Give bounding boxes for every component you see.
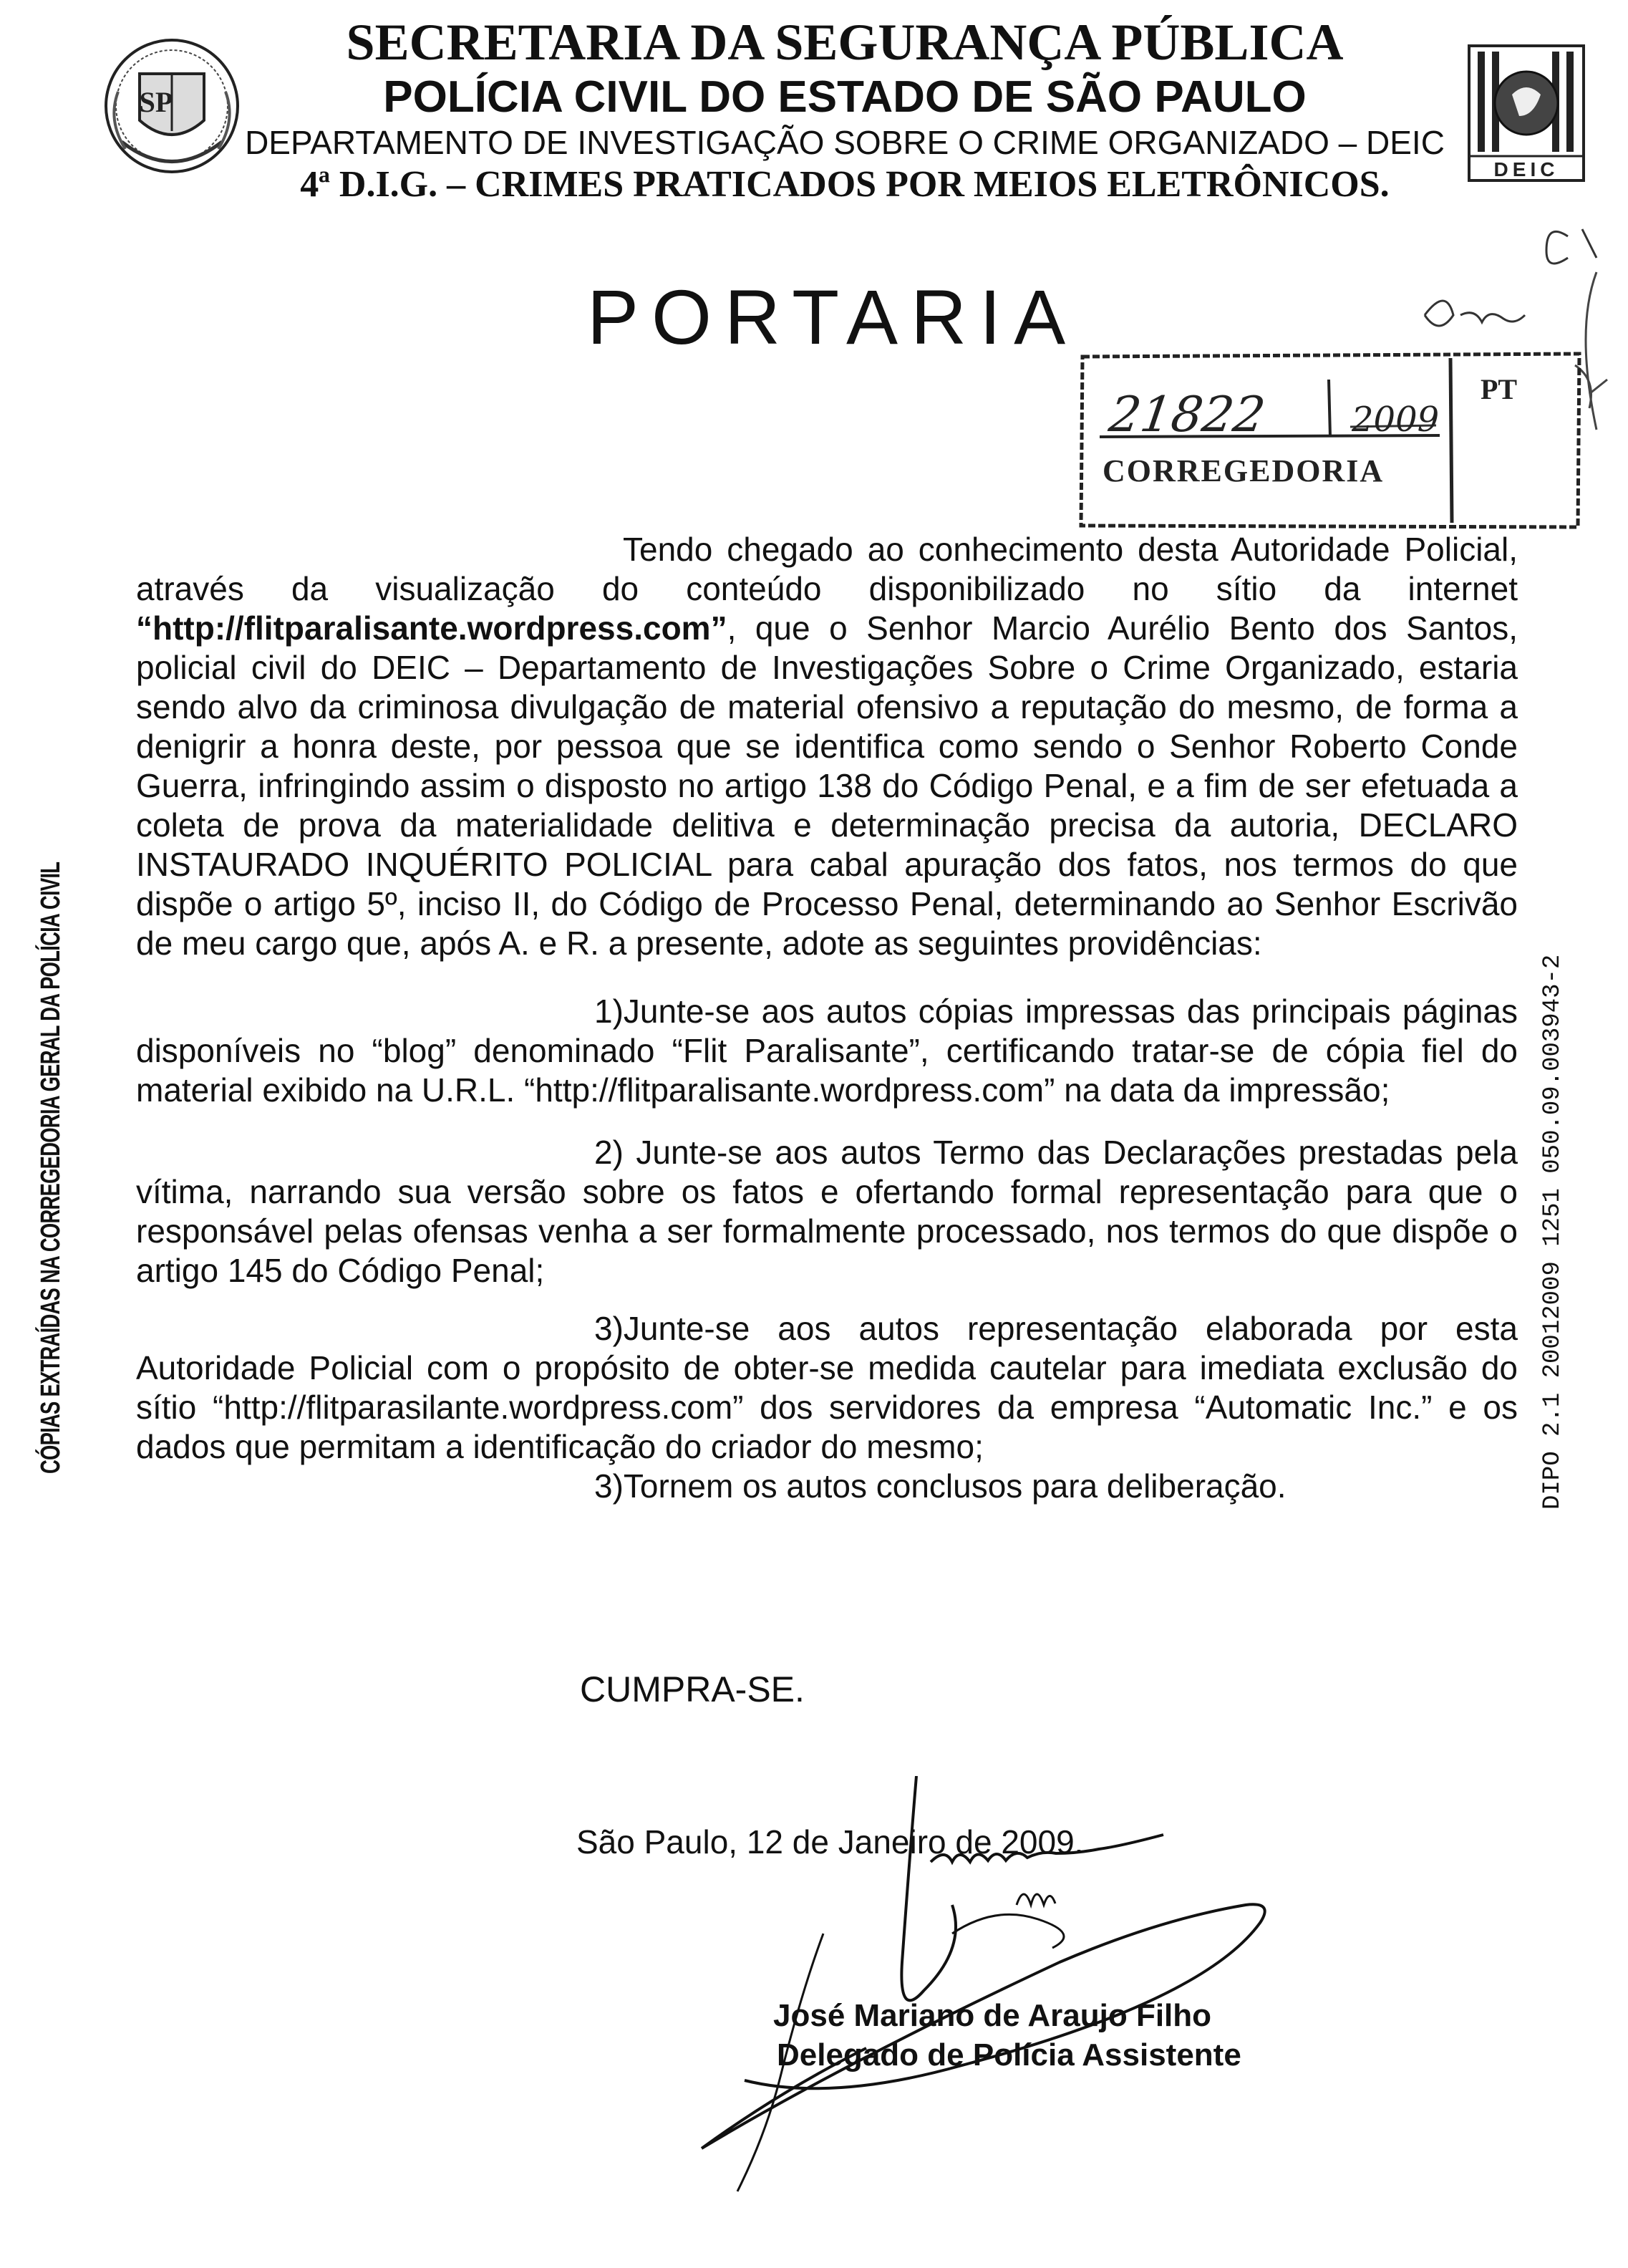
intro-paragraph	[136, 530, 1518, 963]
sao-paulo-seal-icon	[100, 34, 243, 178]
stamp-corner-code: PT	[1481, 373, 1518, 405]
intro-url: “http://flitparalisante.wordpress.com”	[136, 609, 727, 647]
header-secretaria: SECRETARIA DA SEGURANÇA PÚBLICA	[346, 14, 1344, 71]
right-margin-process-number: DIPO 2.1 20012009 1251 050.09.003943-2	[1539, 954, 1566, 1510]
document-title: PORTARIA	[587, 274, 1079, 360]
provision-item-4: 3)Tornem os autos conclusos para deliberação.	[594, 1467, 1287, 1505]
signatory-name: José Mariano de Araujo Filho	[773, 1998, 1212, 2033]
header-dig: 4ª D.I.G. – CRIMES PRATICADOS POR MEIOS ELETRÔNICOS.	[300, 164, 1390, 205]
left-margin-copy-note: CÓPIAS EXTRAÍDAS NA CORREGEDORIA GERAL DA POLÍCIA CIVIL	[36, 862, 66, 1474]
closing-date: São Paulo, 12 de Janeiro de 2009.	[576, 1823, 1084, 1861]
stamp-label: CORREGEDORIA	[1103, 453, 1385, 488]
seal-letter-s: SP	[139, 86, 173, 118]
deic-badge-icon	[1468, 44, 1585, 182]
provision-item-1: 1)Junte-se aos autos cópias impressas das principais páginas disponíveis no “blog” denominado “Flit Paralisante”, certificando tratar-se de cópia fiel do material exibido na U.R.L. “http://flitparalisante.wordpress.com” na data da impressão;	[136, 993, 1518, 1109]
stamp-protocol-year: 2009	[1352, 400, 1440, 440]
closing-cumpra-se: CUMPRA-SE.	[580, 1669, 805, 1709]
deic-logo-text: DEIC	[1493, 158, 1559, 180]
stamp-protocol-number: 21822	[1105, 387, 1269, 443]
header-policia-civil: POLÍCIA CIVIL DO ESTADO DE SÃO PAULO	[383, 72, 1307, 122]
intro-text-b: , que o Senhor Marcio Aurélio Bento dos Santos, policial civil do DEIC – Departamento de Investigações Sobre o Crime Organizado, estaria sendo alvo da criminosa divulgação de material ofensivo a reputação do mesmo, de forma a denigrir a honra deste, por pessoa que se identifica como sendo o Senhor Roberto Conde Guerra, infringindo assim o disposto no artigo 138 do Código Penal, e a fim de ser efetuada a coleta de prova da materialidade delitiva e determinação precisa da autoria, DECLARO INSTAURADO INQUÉRITO POLICIAL para cabal apuração dos fatos, nos termos do que dispõe o artigo 5º, inciso II, do Código de Processo Penal, determinando ao Senhor Escrivão de meu cargo que, após A. e R. a presente, adote as seguintes providências:	[136, 609, 1518, 962]
header-departamento: DEPARTAMENTO DE INVESTIGAÇÃO SOBRE O CRIME ORGANIZADO – DEIC	[245, 124, 1445, 161]
document-body	[136, 530, 1518, 1506]
signatory-role: Delegado de Polícia Assistente	[777, 2037, 1241, 2072]
provision-item-2: 2) Junte-se aos autos Termo das Declarações prestadas pela vítima, narrando sua versão sobre os fatos e ofertando formal representação para que o responsável pelas ofensas venha a ser formalmente processado, nos termos do que dispõe o artigo 145 do Código Penal;	[136, 1134, 1518, 1289]
provision-item-3: 3)Junte-se aos autos representação elaborada por esta Autoridade Policial com o propósito de obter-se medida cautelar para imediata exclusão do sítio “http://flitparasilante.wordpress.com” dos servidores da empresa “Automatic Inc.” e os dados que permitam a identificação do criador do mesmo;	[136, 1310, 1518, 1465]
intro-text-a: Tendo chegado ao conhecimento desta Autoridade Policial, através da visualização do conteúdo disponibilizado no sítio da internet	[136, 531, 1518, 607]
